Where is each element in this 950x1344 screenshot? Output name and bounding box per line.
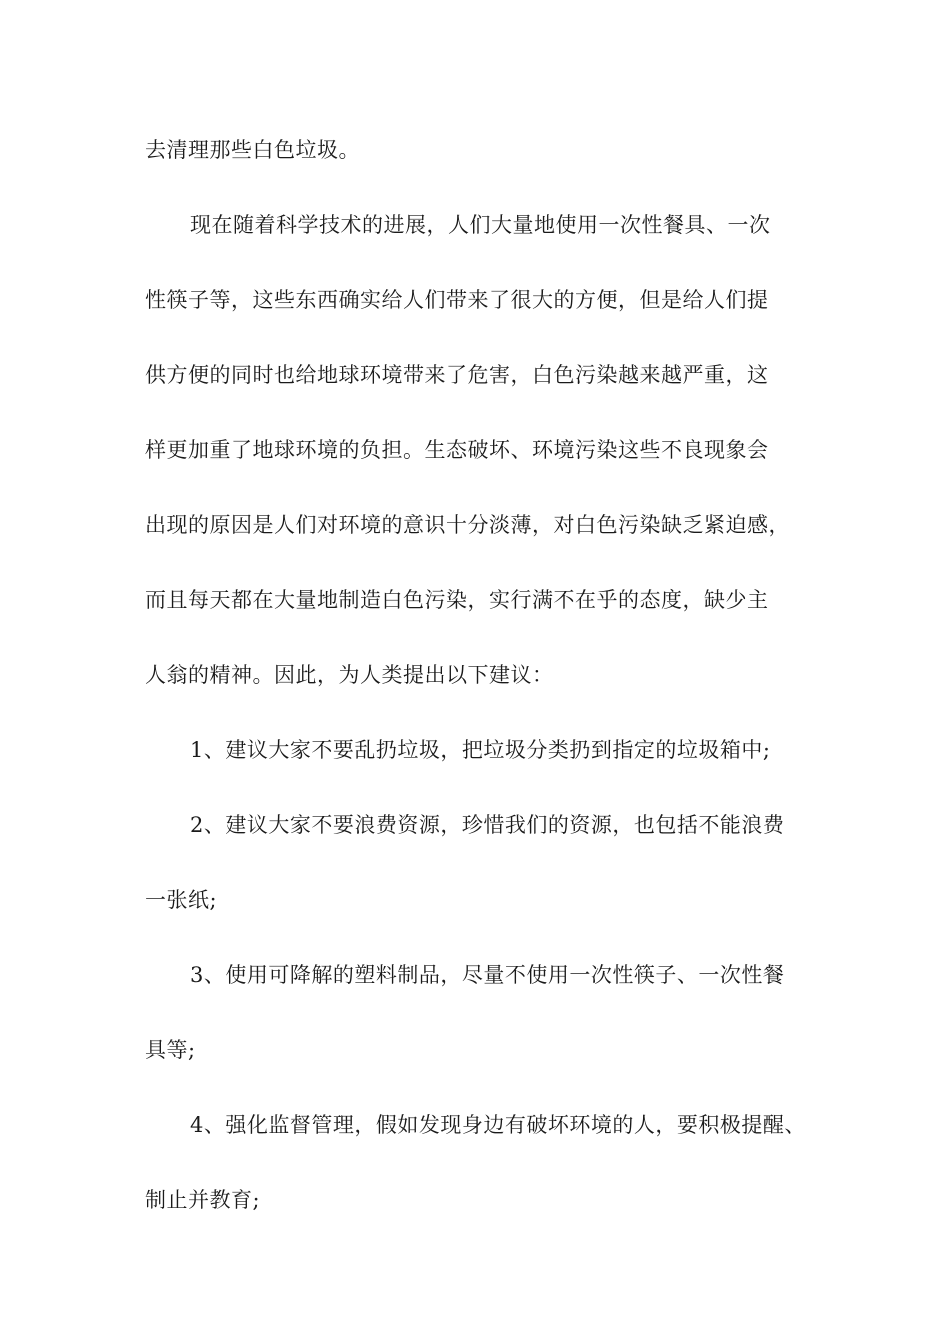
list-item-2: 2、建议大家不要浪费资源，珍惜我们的资源，也包括不能浪费 bbox=[190, 813, 785, 837]
text-line: 具等; bbox=[145, 1038, 196, 1062]
text-line: 现在随着科学技术的进展，人们大量地使用一次性餐具、一次 bbox=[190, 213, 771, 237]
text-line: 一张纸; bbox=[145, 888, 218, 912]
list-item-4: 4、强化监督管理，假如发现身边有破坏环境的人，要积极提醒、 bbox=[190, 1113, 806, 1137]
text-line: 人翁的精神。因此，为人类提出以下建议： bbox=[145, 663, 554, 687]
text-line: 性筷子等，这些东西确实给人们带来了很大的方便，但是给人们提 bbox=[145, 288, 769, 312]
text-line: 去清理那些白色垃圾。 bbox=[145, 138, 360, 162]
text-line: 制止并教育; bbox=[145, 1188, 261, 1212]
text-line: 供方便的同时也给地球环境带来了危害，白色污染越来越严重，这 bbox=[145, 363, 769, 387]
text-line: 样更加重了地球环境的负担。生态破坏、环境污染这些不良现象会 bbox=[145, 438, 769, 462]
text-line: 而且每天都在大量地制造白色污染，实行满不在乎的态度，缺少主 bbox=[145, 588, 769, 612]
text-line: 出现的原因是人们对环境的意识十分淡薄，对白色污染缺乏紧迫感， bbox=[145, 513, 790, 537]
list-item-3: 3、使用可降解的塑料制品，尽量不使用一次性筷子、一次性餐 bbox=[190, 963, 785, 987]
list-item-1: 1、建议大家不要乱扔垃圾，把垃圾分类扔到指定的垃圾箱中; bbox=[190, 738, 771, 762]
